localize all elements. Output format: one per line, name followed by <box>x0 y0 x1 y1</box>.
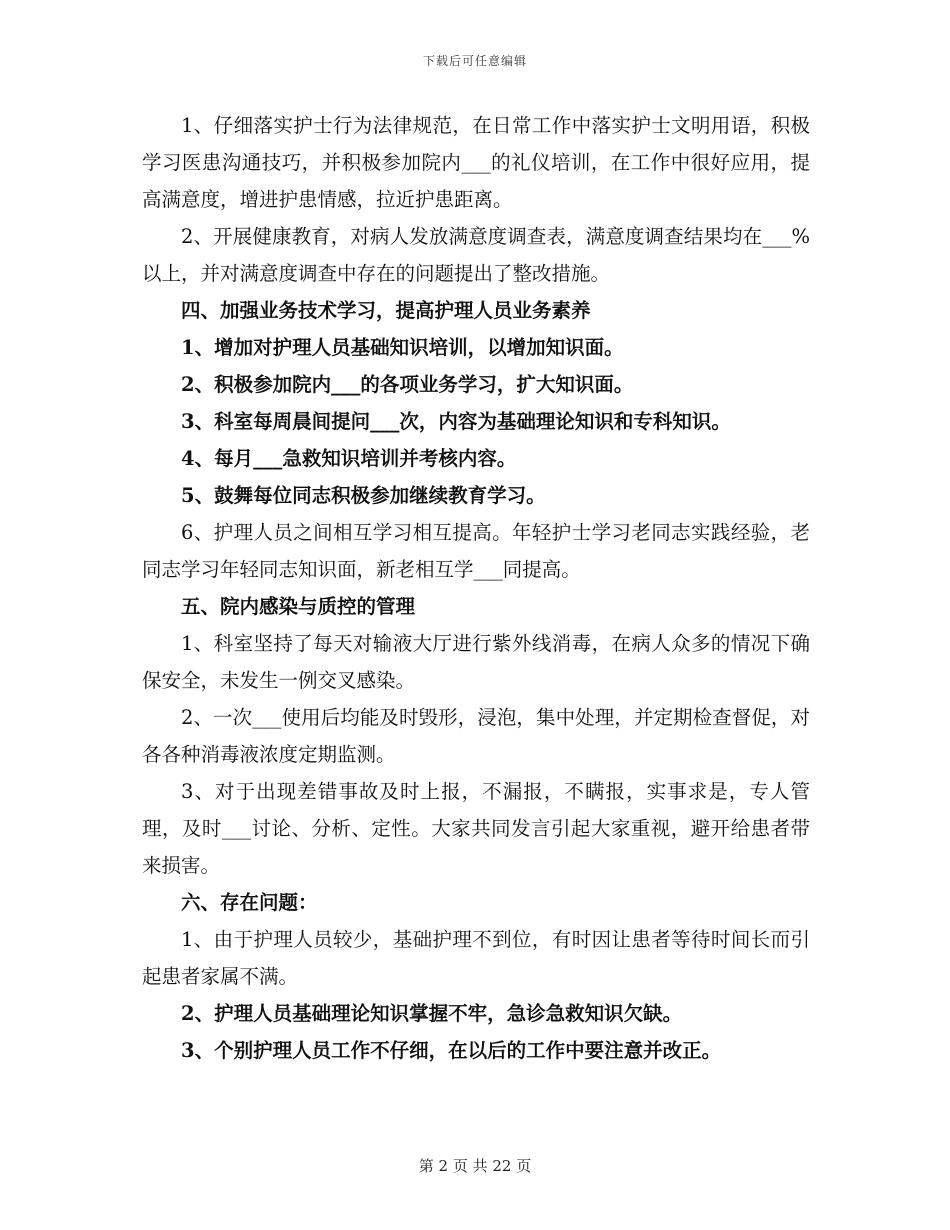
paragraph-11: 3、对于出现差错事故及时上报，不漏报，不瞒报，实事求是，专人管理，及时___讨论、分析、定性。大家共同发言引起大家重视，避开给患者带来损害。 <box>142 780 810 877</box>
section-heading-4: 四、加强业务技术学习，提高护理人员业务素养 <box>181 299 591 322</box>
page-header: 下载后可任意编辑 <box>422 54 527 68</box>
paragraph-14: 3、个别护理人员工作不仔细，在以后的工作中要注意并改正。 <box>181 1039 722 1062</box>
paragraph-13: 2、护理人员基础理论知识掌握不牢，急诊急救知识欠缺。 <box>181 1002 683 1025</box>
paragraph-10: 2、一次___使用后均能及时毁形，浸泡，集中处理，并定期检查督促，对各各种消毒液浓度定期监测。 <box>142 706 810 766</box>
paragraph-4: 2、积极参加院内___的各项业务学习，扩大知识面。 <box>181 373 634 396</box>
section-heading-5: 五、院内感染与质控的管理 <box>181 595 416 618</box>
paragraph-9: 1、科室坚持了每天对输液大厅进行紫外线消毒，在病人众多的情况下确保安全，未发生一例交叉感染。 <box>142 632 810 692</box>
document-body <box>142 107 810 1069</box>
page-footer: 第 2 页 共 22 页 <box>418 1157 532 1175</box>
paragraph-6: 4、每月___急救知识培训并考核内容。 <box>181 447 517 470</box>
paragraph-2: 2、开展健康教育，对病人发放满意度调查表，满意度调查结果均在___%以上，并对满意度调查中存在的问题提出了整改措施。 <box>142 225 810 285</box>
paragraph-1: 1、仔细落实护士行为法律规范，在日常工作中落实护士文明用语，积极学习医患沟通技巧，并积极参加院内___的礼仪培训，在工作中很好应用，提高满意度，增进护患情感，拉近护患距离。 <box>142 114 810 211</box>
paragraph-3: 1、增加对护理人员基础知识培训，以增加知识面。 <box>181 336 624 359</box>
paragraph-12: 1、由于护理人员较少，基础护理不到位，有时因让患者等待时间长而引起患者家属不满。 <box>142 928 810 988</box>
section-heading-6: 六、存在问题： <box>181 891 318 914</box>
paragraph-5: 3、科室每周晨间提问___次，内容为基础理论知识和专科知识。 <box>181 410 731 433</box>
paragraph-7: 5、鼓舞每位同志积极参加继续教育学习。 <box>181 484 546 507</box>
paragraph-8: 6、护理人员之间相互学习相互提高。年轻护士学习老同志实践经验，老同志学习年轻同志知识面，新老相互学___同提高。 <box>142 521 810 581</box>
